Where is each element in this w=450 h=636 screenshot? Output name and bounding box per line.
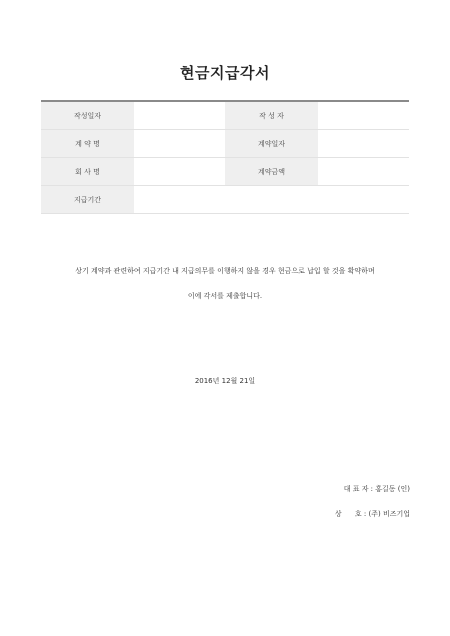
field-label: 작성일자	[41, 101, 134, 130]
field-value	[134, 130, 225, 158]
table-row	[41, 186, 409, 214]
field-label: 지급기간	[41, 186, 134, 214]
field-value	[134, 186, 409, 214]
field-label: 회 사 명	[41, 158, 134, 186]
field-label: 계약일자	[225, 130, 318, 158]
representative-signature: 대 표 자 : 홍길동 (인)	[343, 485, 410, 493]
field-label: 작 성 자	[225, 101, 318, 130]
company-name: 상 호 : (주) 비즈기업	[334, 510, 410, 518]
field-label: 계 약 명	[41, 130, 134, 158]
table-row	[41, 158, 409, 186]
field-value	[134, 101, 225, 130]
field-value	[134, 158, 225, 186]
field-label: 계약금액	[225, 158, 318, 186]
contract-info-table	[41, 100, 409, 214]
document-date: 2016년 12월 21일	[194, 377, 256, 385]
field-value	[318, 158, 409, 186]
field-value	[318, 101, 409, 130]
document-title: 현금지급각서	[180, 64, 270, 82]
table-row	[41, 130, 409, 158]
field-value	[318, 130, 409, 158]
pledge-text: 상기 계약과 관련하여 지급기간 내 지급의무를 이행하지 않을 경우 현금으로 납입 할 것을 확약하며	[75, 267, 375, 275]
pledge-text-closing: 이에 각서를 제출합니다.	[187, 292, 263, 300]
table-row	[41, 101, 409, 130]
